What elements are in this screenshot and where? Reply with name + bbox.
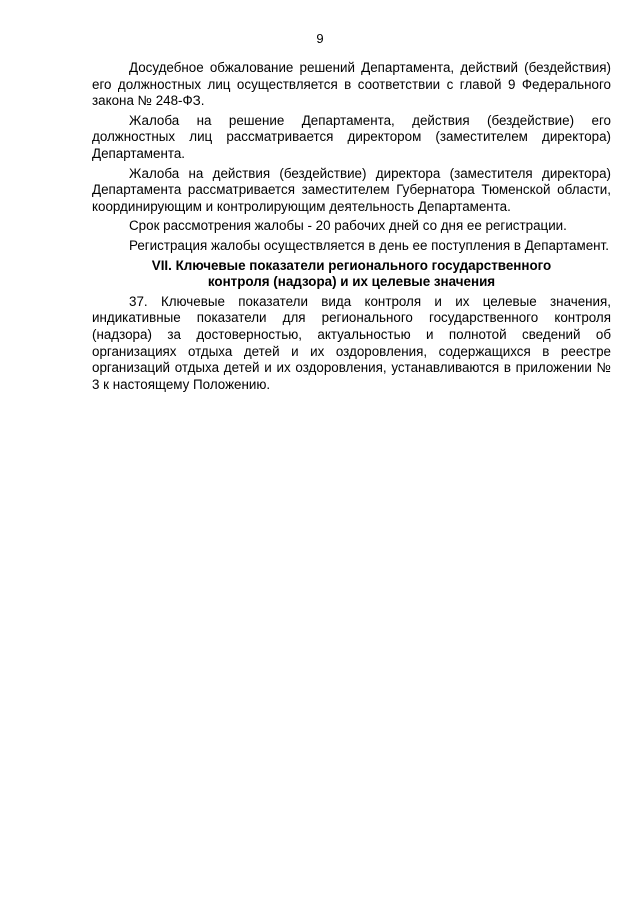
paragraph-complaint-on-decision: Жалоба на решение Департамента, действия (бездействие) его должностных лиц рассматривается директором (заместителем директора) Департамента. [92, 112, 611, 161]
section-heading [92, 258, 611, 291]
section-heading-line-2: контроля (надзора) и их целевые значения [207, 274, 496, 290]
paragraph-complaint-term: Срок рассмотрения жалобы - 20 рабочих дней со дня ее регистрации. [129, 218, 567, 234]
page-number: 9 [316, 31, 324, 46]
paragraph-key-indicators: 37. Ключевые показатели вида контроля и их целевые значения, индикативные показатели для регионального государственного контроля (надзора) за достоверностью, актуальностью и полнотой сведений об организациях отдыха детей и их оздоровления, содержащихся в реестре организаций отдыха детей и их оздоровления, устанавливаются в приложении № 3 к настоящему Положению. [92, 293, 611, 392]
section-heading-line-1: VII. Ключевые показатели регионального государственного [151, 257, 552, 273]
document-body [92, 60, 611, 393]
paragraph-complaint-registration: Регистрация жалобы осуществляется в день ее поступления в Департамент. [129, 237, 609, 253]
paragraph-complaint-on-director: Жалоба на действия (бездействие) директора (заместителя директора) Департамента рассматривается заместителем Губернатора Тюменской области, координирующим и контролирующим деятельность Департамента. [92, 165, 611, 214]
paragraph-pretrial-appeal: Досудебное обжалование решений Департамента, действий (бездействия) его должностных лиц осуществляется в соответствии с главой 9 Федерального закона № 248-ФЗ. [92, 60, 611, 109]
